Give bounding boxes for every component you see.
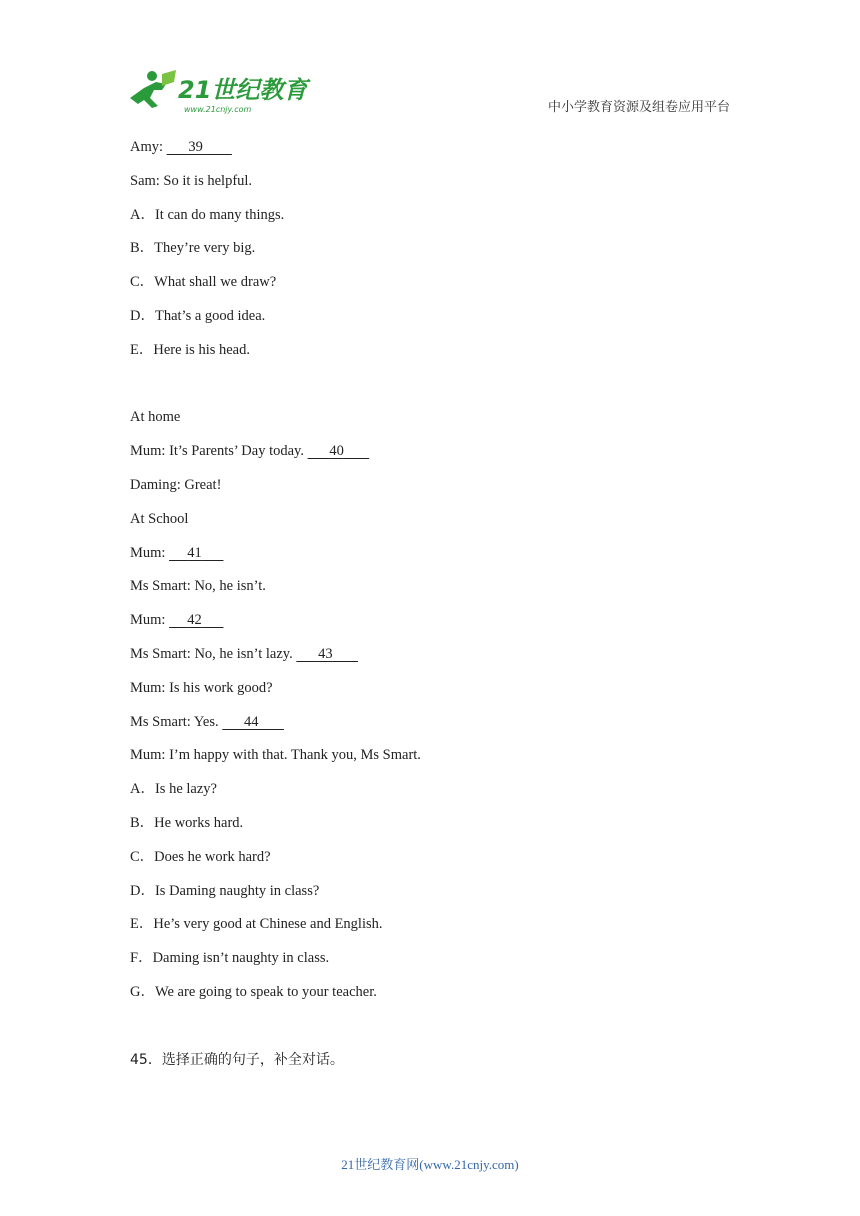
- dialog-line-ms-smart-no: Ms Smart: No, he isn’t.: [130, 578, 266, 595]
- option-b: B．He works hard.: [130, 814, 244, 831]
- site-title: 中小学教育资源及组卷应用平台: [547, 100, 730, 115]
- dialog-line-daming: Daming: Great!: [130, 476, 222, 493]
- blank-44: 44: [244, 713, 259, 730]
- dialog-line-mum-42: Mum: 42: [130, 610, 730, 644]
- option-b: B．They’re very big.: [130, 240, 256, 257]
- scene-at-home: At home: [130, 409, 181, 426]
- blank-39: 39: [188, 139, 203, 155]
- dialog-line-sam: Sam: So it is helpful.: [130, 172, 253, 189]
- dialog-line-mum-happy: Mum: I’m happy with that. Thank you, Ms Smart.: [130, 747, 421, 764]
- option-e: E．He’s very good at Chinese and English.: [130, 916, 383, 933]
- blank-42: 42: [187, 612, 202, 629]
- option-a: A．Is he lazy?: [130, 781, 217, 798]
- scene-at-school: At School: [130, 510, 189, 527]
- blank-40: 40: [329, 443, 344, 460]
- svg-text:www.21cnjy.com: www.21cnjy.com: [184, 105, 252, 114]
- option-d: D．Is Daming naughty in class?: [130, 882, 320, 899]
- dialog-line-mum-work-good: Mum: Is his work good?: [130, 679, 273, 696]
- option-a: A．It can do many things.: [130, 206, 285, 223]
- blank-41: 41: [187, 544, 202, 561]
- question-45-heading: 45．选择正确的句子，补全对话。: [130, 1051, 344, 1068]
- footer-link[interactable]: 21世纪教育网(www.21cnjy.com): [341, 1157, 519, 1172]
- option-d: D．That’s a good idea.: [130, 307, 266, 324]
- dialog-line-ms-smart-yes: Ms Smart: Yes. 44: [130, 712, 730, 746]
- option-g: G．We are going to speak to your teacher.: [130, 983, 377, 1000]
- page-header: [0, 0, 860, 130]
- dialog-line-ms-smart-not-lazy: Ms Smart: No, he isn’t lazy. 43: [130, 644, 730, 678]
- document-body: [130, 137, 730, 1083]
- option-c: C．Does he work hard?: [130, 848, 271, 865]
- option-f: F．Daming isn’t naughty in class.: [130, 950, 330, 967]
- option-c: C．What shall we draw?: [130, 274, 277, 291]
- dialog-line-mum-41: Mum: 41: [130, 543, 730, 577]
- svg-text:21世纪教育: 21世纪教育: [178, 76, 308, 104]
- logo-21cnjy: [122, 68, 308, 116]
- option-e: E．Here is his head.: [130, 341, 250, 358]
- blank-43: 43: [318, 645, 333, 662]
- dialog-line-amy: Amy: 39: [130, 137, 730, 171]
- dialog-line-mum-parents-day: Mum: It’s Parents’ Day today. 40: [130, 441, 730, 475]
